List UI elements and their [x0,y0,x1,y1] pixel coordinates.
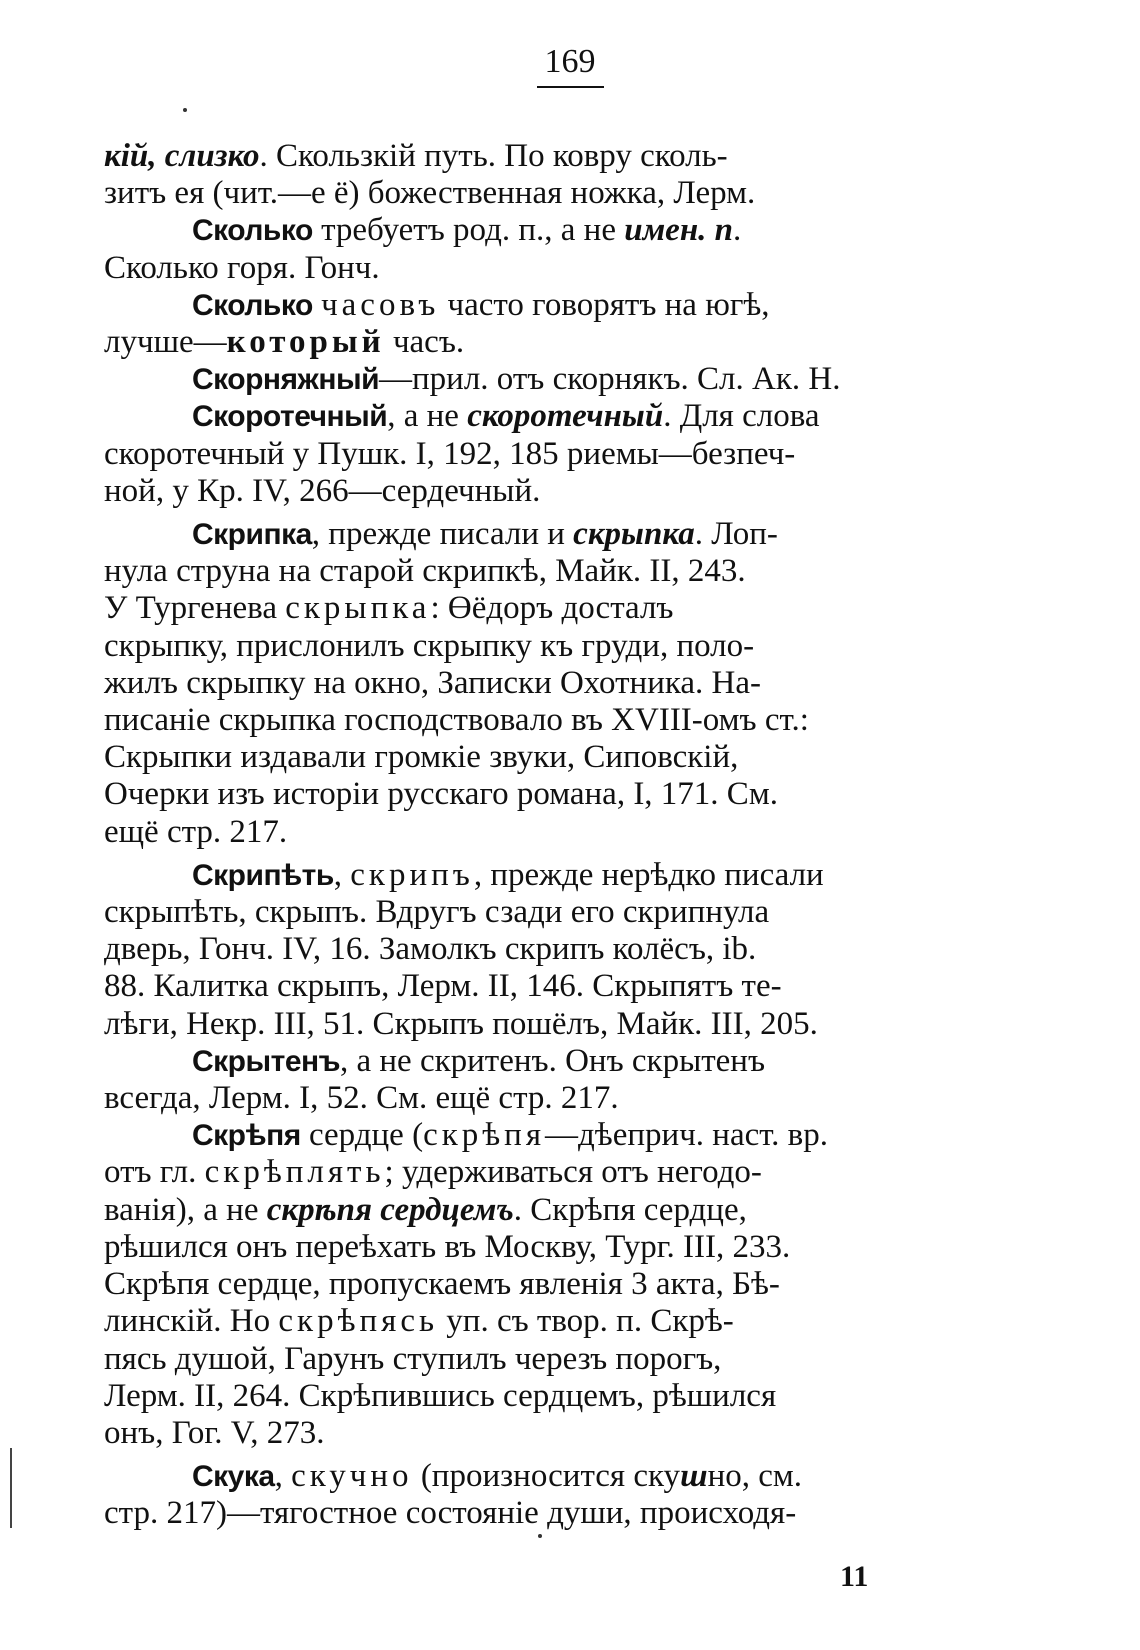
text-run: скрыпѣть, скрыпъ. Вдругъ сзади его скрипнула [104,894,770,931]
text-run: пясь душой, Гарунъ ступилъ черезъ порогъ, [104,1340,722,1377]
text-run: писаніе скрыпка господствовало въ XVIII-омъ ст.: [104,702,809,739]
spaced-word: часовъ [321,286,440,323]
headword: Скоротечный [192,400,388,434]
italic-word: кій, слизко [104,138,260,174]
italic-word: скрыпка [573,516,695,553]
text-run: нула струна на старой скрипкѣ, Майк. II, 243. [104,553,746,590]
text-run: У Тургенева [104,590,286,627]
entry-skorotechny [104,398,934,510]
text-run: —дѣеприч. наст. вр. [545,1117,829,1154]
text-run: скрыпку, прислонилъ скрыпку къ груди, поло- [104,627,755,664]
entry-skolko-genitive [104,212,934,286]
entry-skuka [104,1458,934,1532]
text-run: ; удерживаться отъ негодо- [384,1154,762,1191]
text-run: ванія), а не [104,1191,267,1228]
text-run: часто говорятъ на югѣ, [439,286,770,323]
text-run: . Лоп- [694,516,778,553]
dictionary-text [104,138,934,1533]
text-run: , [274,1458,292,1495]
text-run: . [733,212,742,249]
text-run: стр. 217)—тягостное состояніе души, происходя- [104,1495,797,1532]
text-run: ной, у Кр. IV, 266—сердечный. [104,472,541,509]
headword: Сколько [192,214,313,248]
headword: Скрипѣть [192,858,334,892]
print-speck [538,1534,542,1538]
text-run: требуетъ род. п., а не [312,212,625,249]
text-run: часъ. [384,324,465,361]
scan-margin-mark [10,1448,12,1528]
signature-mark: 11 [840,1560,869,1593]
entry-skornyazhny [104,361,934,398]
spaced-word: скрѣпясь [278,1303,439,1340]
text-run: отъ гл. [104,1154,205,1191]
text-run: Скрѣпя сердце, пропускаемъ явленія 3 акта, Бѣ- [104,1266,780,1303]
text-run: рѣшился онъ переѣхать въ Москву, Тург. III, 233. [104,1228,791,1265]
spaced-word: скрѣплять [204,1154,385,1191]
italic-word: имен. п [624,212,733,249]
text-run: Скрыпки издавали громкіе звуки, Сиповскій, [104,739,739,776]
text-run: ещё стр. 217. [104,813,288,850]
text-run: дверь, Гонч. IV, 16. Замолкъ скрипъ колёсъ, ib. [104,931,757,968]
text-run: всегда, Лерм. I, 52. См. ещё стр. 217. [104,1080,619,1117]
text-run: , прежде писали и [311,516,574,553]
text-run: , [333,856,351,893]
text-run: но, см. [707,1458,803,1495]
spaced-word: скрыпка [285,590,431,627]
headword: Сколько [192,288,313,322]
spaced-word: скрипъ [350,856,474,893]
text-run: Очерки изъ исторіи русскаго романа, I, 171. См. [104,776,778,813]
text-run: . Скрѣпя сердце, [513,1191,747,1228]
text-run: линскій. Но [104,1303,279,1340]
text-run: . Для слова [663,398,820,435]
text-run: , а не [387,398,468,435]
text-run: . Скользкій путь. По ковру сколь- [259,138,728,174]
italic-word: скоротечный [467,398,664,435]
text-run: скоротечный у Пушк. I, 192, 185 риемы—безпеч- [104,435,796,472]
entry-continuation [104,138,934,212]
text-run: —прил. отъ скорнякъ. Сл. Ак. Н. [379,361,841,398]
text-run: лучше— [104,324,227,361]
text-run: (произносится ску [412,1458,681,1495]
text-run [313,287,321,323]
headword: Скрипка [192,518,312,552]
entry-skrepya [104,1117,934,1452]
text-run: онъ, Гог. V, 273. [104,1414,325,1451]
text-run: , прежде нерѣдко писали [473,856,824,893]
text-run: Лерм. II, 264. Скрѣпившись сердцемъ, рѣшился [104,1377,777,1414]
headword: Скука [192,1460,275,1494]
text-run: жилъ скрыпку на окно, Записки Охотника. На- [104,664,762,701]
text-run: лѣги, Некр. III, 51. Скрыпъ пошёлъ, Майк. III, 205. [104,1005,818,1042]
italic-word: ш [680,1458,708,1495]
text-run: : Өёдоръ досталъ [430,590,674,627]
text-run: Сколько горя. Гонч. [104,249,380,286]
text-run: , а не скритенъ. Онъ скрытенъ [340,1042,766,1079]
print-speck [183,108,187,112]
text-run: зитъ ея (чит.—е ё) божественная ножка, Лерм. [104,175,756,212]
spaced-word: скрѣпя [423,1117,546,1154]
entry-skripet [104,857,934,1043]
entry-skripka [104,516,934,851]
page-number [0,42,1140,88]
entry-skolko-chasov [104,287,934,361]
entry-skryten [104,1043,934,1117]
text-run: уп. съ твор. п. Скрѣ- [438,1303,734,1340]
headword: Скрытенъ [192,1044,340,1078]
text-run: сердце ( [300,1117,424,1154]
spaced-word: скучно [291,1458,413,1495]
text-run: 88. Калитка скрыпъ, Лерм. II, 146. Скрыпятъ те- [104,968,782,1005]
italic-word: скрѣпя сердцемъ [266,1191,514,1228]
spaced-word: который [226,324,385,361]
page-number-label: 169 [537,42,604,88]
headword: Скрѣпя [192,1119,301,1153]
headword: Скорняжный [192,363,380,397]
